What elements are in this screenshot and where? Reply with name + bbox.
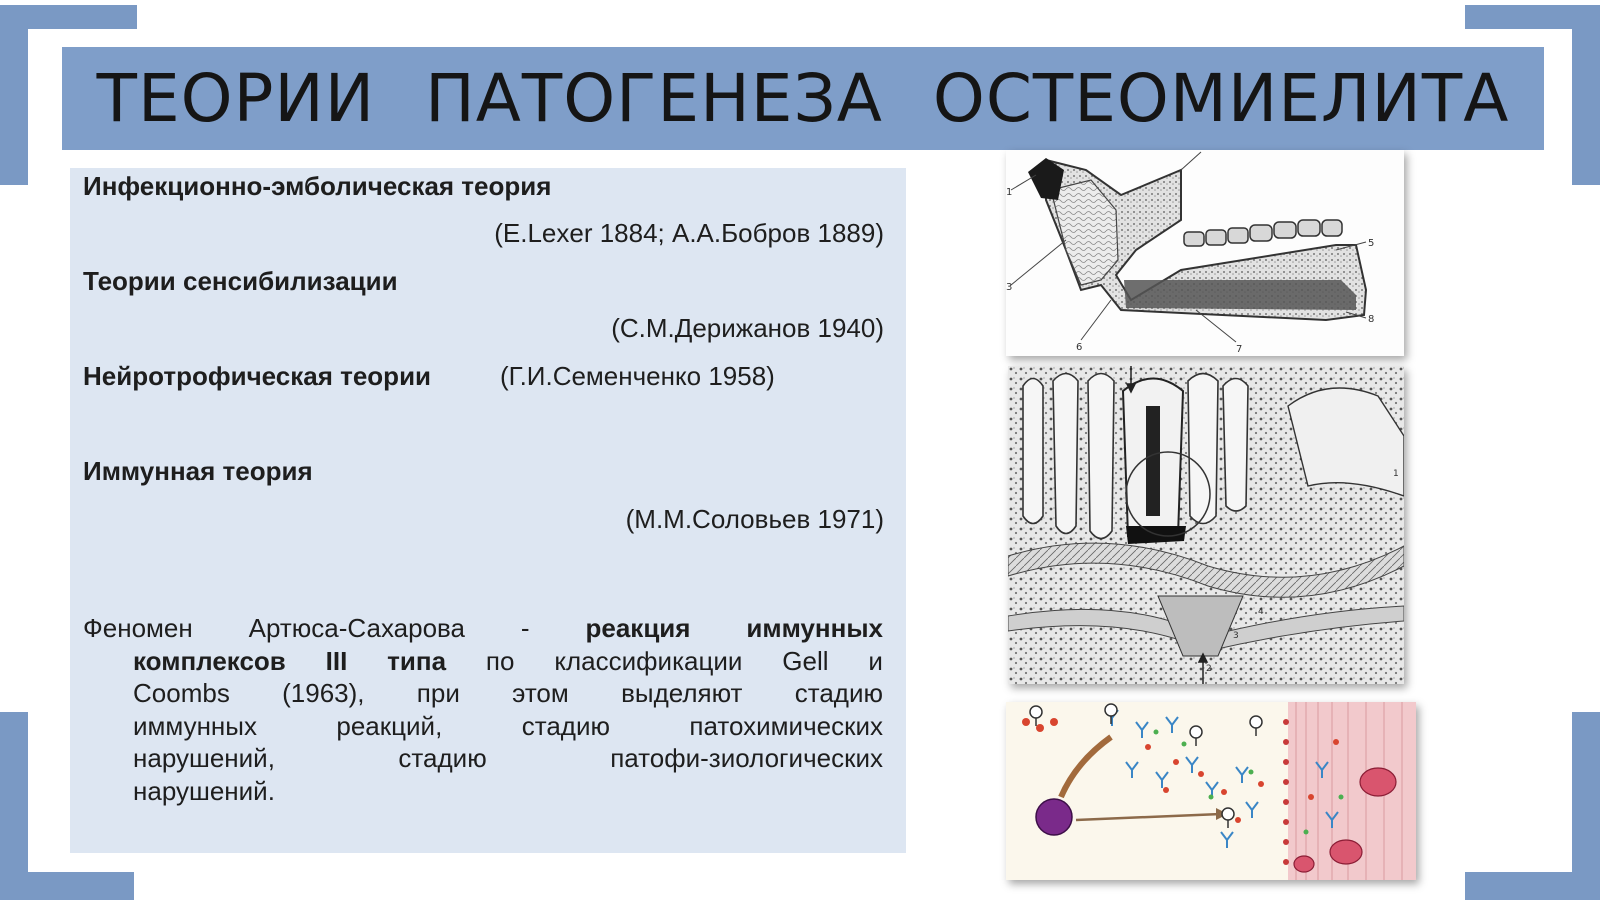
para-word: стадию: [521, 710, 610, 741]
jaw-label-6: 6: [1076, 342, 1083, 353]
pulp-canal: [1146, 406, 1160, 516]
para-word: типа: [387, 645, 447, 676]
corner-top-left-v: [0, 5, 28, 185]
theory-sensitization: Теории сенсибилизации: [83, 266, 398, 296]
theory-infectious-embolic: Инфекционно-эмболическая теория: [83, 171, 552, 201]
para-word: реакций,: [336, 710, 443, 741]
para-word: этом: [512, 678, 569, 708]
para-word: III: [325, 645, 348, 676]
para-word: при: [416, 678, 460, 708]
jaw-label-3: 3: [1006, 282, 1013, 293]
corner-top-right-v: [1572, 5, 1600, 185]
para-word: нарушений,: [133, 743, 275, 773]
para-word: стадию: [398, 743, 487, 773]
para-word: реакция: [585, 613, 691, 643]
para-word: Артюса-Сахарова: [248, 613, 466, 643]
arthus-phenomenon-paragraph: [83, 612, 883, 807]
para-word: нарушений.: [133, 775, 275, 806]
para-word: Coombs: [133, 678, 230, 708]
theories-panel: [70, 168, 906, 853]
para-word: (1963),: [282, 678, 365, 708]
para-word: и: [868, 645, 883, 676]
section-label-2: 2: [1206, 664, 1212, 674]
immune-complex-diagram: [1006, 702, 1416, 880]
jaw-label-8: 8: [1368, 314, 1375, 325]
jaw-label-5: 5: [1368, 238, 1375, 249]
teeth-row: [1184, 220, 1342, 246]
theory-immune-authors: (М.М.Соловьев 1971): [625, 504, 884, 534]
theory-sensitization-authors: (С.М.Дерижанов 1940): [611, 313, 884, 343]
theory-neurotrophic: Нейротрофическая теории: [83, 361, 432, 391]
purple-cell: [1036, 799, 1072, 835]
para-word: Gell: [782, 645, 829, 676]
para-word: иммунных: [746, 613, 883, 643]
jaw-diagram: [1006, 150, 1404, 356]
jaw-label-1: 1: [1006, 187, 1013, 198]
tooth-section-diagram: [1008, 366, 1404, 684]
para-word: иммунных: [133, 710, 257, 741]
para-word: классификации: [554, 645, 743, 676]
para-word: патофи-зиологических: [610, 743, 883, 773]
para-word: Феномен: [83, 613, 193, 643]
theory-neurotrophic-authors: (Г.И.Семенченко 1958): [500, 361, 775, 391]
para-word: стадию: [794, 678, 883, 708]
para-word: выделяют: [621, 678, 743, 708]
corner-bottom-right-h: [1465, 872, 1600, 900]
body-dark-band: [1124, 280, 1356, 310]
para-word: -: [520, 613, 530, 643]
corner-bottom-left-h: [0, 872, 134, 900]
para-word: комплексов: [133, 645, 286, 676]
jaw-label-7: 7: [1236, 344, 1243, 355]
section-label-4: 4: [1258, 607, 1264, 617]
para-word: по: [485, 645, 515, 676]
section-label-3: 3: [1233, 631, 1239, 641]
section-label-1: 1: [1393, 469, 1399, 479]
para-word: патохимических: [689, 710, 883, 741]
slide-title: ТЕОРИИ ПАТОГЕНЕЗА ОСТЕОМИЕЛИТА: [96, 60, 1510, 137]
theory-infectious-embolic-authors: (E.Lexer 1884; А.А.Бобров 1889): [494, 218, 884, 248]
theory-immune: Иммунная теория: [83, 456, 313, 486]
title-bar: [62, 47, 1544, 150]
